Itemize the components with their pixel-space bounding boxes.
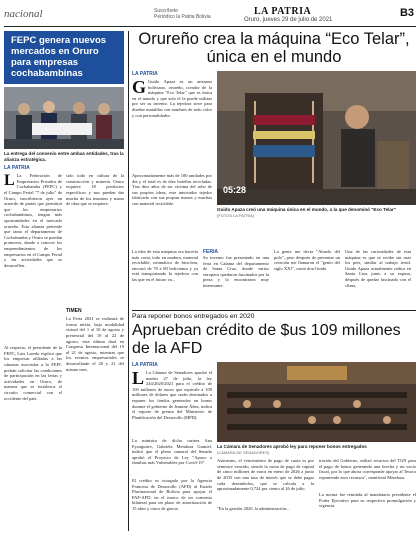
eco-photo: [217, 71, 416, 205]
afd-col-a: Asimismo, el vencimiento de pago de cuota es por semestre vencido, siendo la cuota de pago de capital de cinco millones de euros en enero de 2026 a junio de 2035 con una tasa de interés que se debe pagar cada desembolso, que se calcula a la aproximadamente 0,724 por ciento al 26 de julio.: [217, 458, 314, 492]
fepc-headline: FEPC genera nuevos mercados en Oruro para empresas cochabambinas: [4, 31, 124, 84]
afd-caption: La Cámara de Senadores aprobó ley para reponer bonos entregados (CÁMARA DE SENADORES): [217, 444, 367, 455]
fepc-col2-top: solo todo en cultura de la construcción y minería. Oruro requiere 18 productos específicos y nos pueden dar mucha de los insumos y mano de obra que se requiere.: [66, 173, 124, 207]
fepc-body-more: Al respecto, el presidente de la FEPC, Luis Laredo explicó que los empresas afiliadas a las cámaras asociadas a la FEPC podrán solicitar las condiciones de participación en las ferias y actividades en Oruro, de manera que se fortalezca el circuito comercial con el occidente del país.: [4, 345, 62, 401]
eco-body-1: G Guido Apaza es un artesano boliviano, orureño, creador de la máquina "Eco Telar" que es única en el mundo y que solo el la puede utilizar por ser su invento. La tejedora sirve para diseñar mantillas con nombres de todo color y con personalidades.: [132, 79, 212, 118]
afd-photo: [217, 362, 416, 442]
eco-kicker: LA PATRIA: [132, 71, 158, 77]
afd-col-1: L La Cámara de Senadores aprobó el martes 27 de julio, la ley 244/2020/2021 para el crédito de 100 millones de euros que equivale a 109 millones de dólares que serán destinados a reponer los fondos generados en bonos durante el gobierno de Jeanine Áñez, indica el reporte de prensa del Ministerio de Planificación del Desarrollo (MPD).: [132, 370, 212, 420]
eco-body-2: Aproximadamente más de 100 unidades por día y el total es de diez botellas recicladas. Tras diez años de ser víctima del robo de sus propios ideas, este innovador tejedor fabricado con sus propias manos y muchas con material reciclable.: [132, 173, 212, 206]
afd-kicker: LA PATRIA: [132, 362, 158, 368]
afd-col-2: El crédito es otorgado por la Agencia Francesa de Desarrollo (AFD) al Estado Plurinacional de Bolivia para apoyar el PAF-AFD, en el marco de un convenio bilateral para un plazo de amortización de 15 años y cinco de gracia.: [132, 478, 212, 511]
newspaper-name: LA PATRIA: [254, 6, 312, 17]
afd-story: [132, 313, 416, 534]
column-divider: [128, 31, 129, 531]
section-name: nacional: [4, 8, 43, 20]
fepc-caption: La entrega del convenio entre ambas entidades, tras la alianza estratégica.: [4, 151, 124, 162]
social-ad: Suscríbete Periódico la Patria Bolivia: [154, 8, 211, 20]
page-header: [4, 5, 416, 27]
fepc-story: [4, 31, 124, 496]
eco-col-4: Una de las curiosidades de esta máquina es que se recibe sin usar los pies, similar al trabajo textil. Guido Apaza actualmente radica en Santa Cruz junto a su esposa, después de quedar fascinado con el clima.: [345, 249, 411, 287]
signing-scene-image: [4, 87, 124, 149]
eco-col-2: Su invento fue presentado en una feria en Calama del departamento de Santa Cruz, donde varios europeos quedaron fascinados por la pieza y lo encontraron muy interesante.: [203, 255, 269, 287]
eco-col-2-subhead: FERIA: [203, 249, 218, 255]
loom-scene-image: [217, 71, 416, 205]
issue-date: Oruro, jueves 29 de julio de 2021: [244, 17, 333, 23]
eco-caption: Guido Apaza creó una máquina única en el mundo, a la que denominó "Eco Telar" (FOTOS LA PATRIA): [217, 207, 396, 218]
afd-col-a2: "En la gestión 2020, la administración...: [217, 506, 290, 512]
afd-col-b2: La norma fue remitida al mandatario presidente el Poder Ejecutivo para su respectiva promulgación y vigencia.: [319, 492, 416, 509]
page-number: B3: [399, 7, 414, 19]
eco-col-1: La idea de esta máquina era hacerla más corta, todo en madera, material reciclable, neumático de bicicleta, encostó de 70 a 80 bolivianos y ya está transportando la tejedora con las que en el futuro va...: [132, 249, 198, 282]
senate-session-image: [217, 362, 416, 442]
afd-col-b: tración del Gobierno, utilizó recursos del TGN para el pago de bonos generando una brecha y un vacío fiscal, por lo que ahora corresponde apoyar al Tesoro reponiendo esos recursos", manifestó Mendoza.: [319, 458, 416, 480]
fepc-kicker: LA PATRIA: [4, 165, 30, 172]
afd-headline: Aprueban crédito de $us 109 millones de la AFD: [132, 322, 401, 357]
afd-subhead: Para reponer bonos entregados en 2020: [132, 313, 255, 320]
fepc-body-intro: L La Federación de Empresarios Privados de Cochabamba (FEPC) y el Campo Ferial "7 de julio" de Oruro, suscribieron ayer un acuerdo de partes que permitirá que los empresarios cochabambinos, tengan más oportunidades en el mercado orureño. Esta alianza pretende que tanto el departamento de Cochabamba y Oruro se puedan promover, dando a conocer los emprendimientos de los empresarios en el Campo Ferial y las actividades que se desarrollen.: [4, 173, 62, 268]
eco-headline: Orureño crea la máquina “Eco Telar”, única en el mundo: [138, 30, 410, 66]
story-divider: [132, 310, 416, 311]
afd-col-1b: La ministra de dicha cartera Ana Eyzaguirre, Gabriela Mendoza Gumiel, indicó que el pleno camaral del Senado aprobó el Proyecto de Ley "Apoyo a familias más Vulnerables por Covid-19".: [132, 438, 212, 466]
fepc-col2-bottom: La Feria 2021 se realizará de forma mixta, bajo modalidad virtual del 1 al 10 de agosto y presencial del 19 al 22 de agosto, esta última dará en Congreso Internacional del 19 al 21 de agosto, mientras que los eventos empresariales se desarrollarán el 20 y 21 del mismo mes.: [66, 316, 124, 372]
fepc-photo: [4, 87, 124, 149]
fepc-col2-subhead: TIMEN: [66, 308, 82, 315]
eco-story: [132, 28, 416, 287]
video-timestamp: 05:28: [223, 185, 247, 195]
eco-col-3: La gente me decía "Abuelo del polo", pero después de presentar un creación me llamaron el "genio del siglo XXI", contó don Guido.: [274, 249, 340, 271]
